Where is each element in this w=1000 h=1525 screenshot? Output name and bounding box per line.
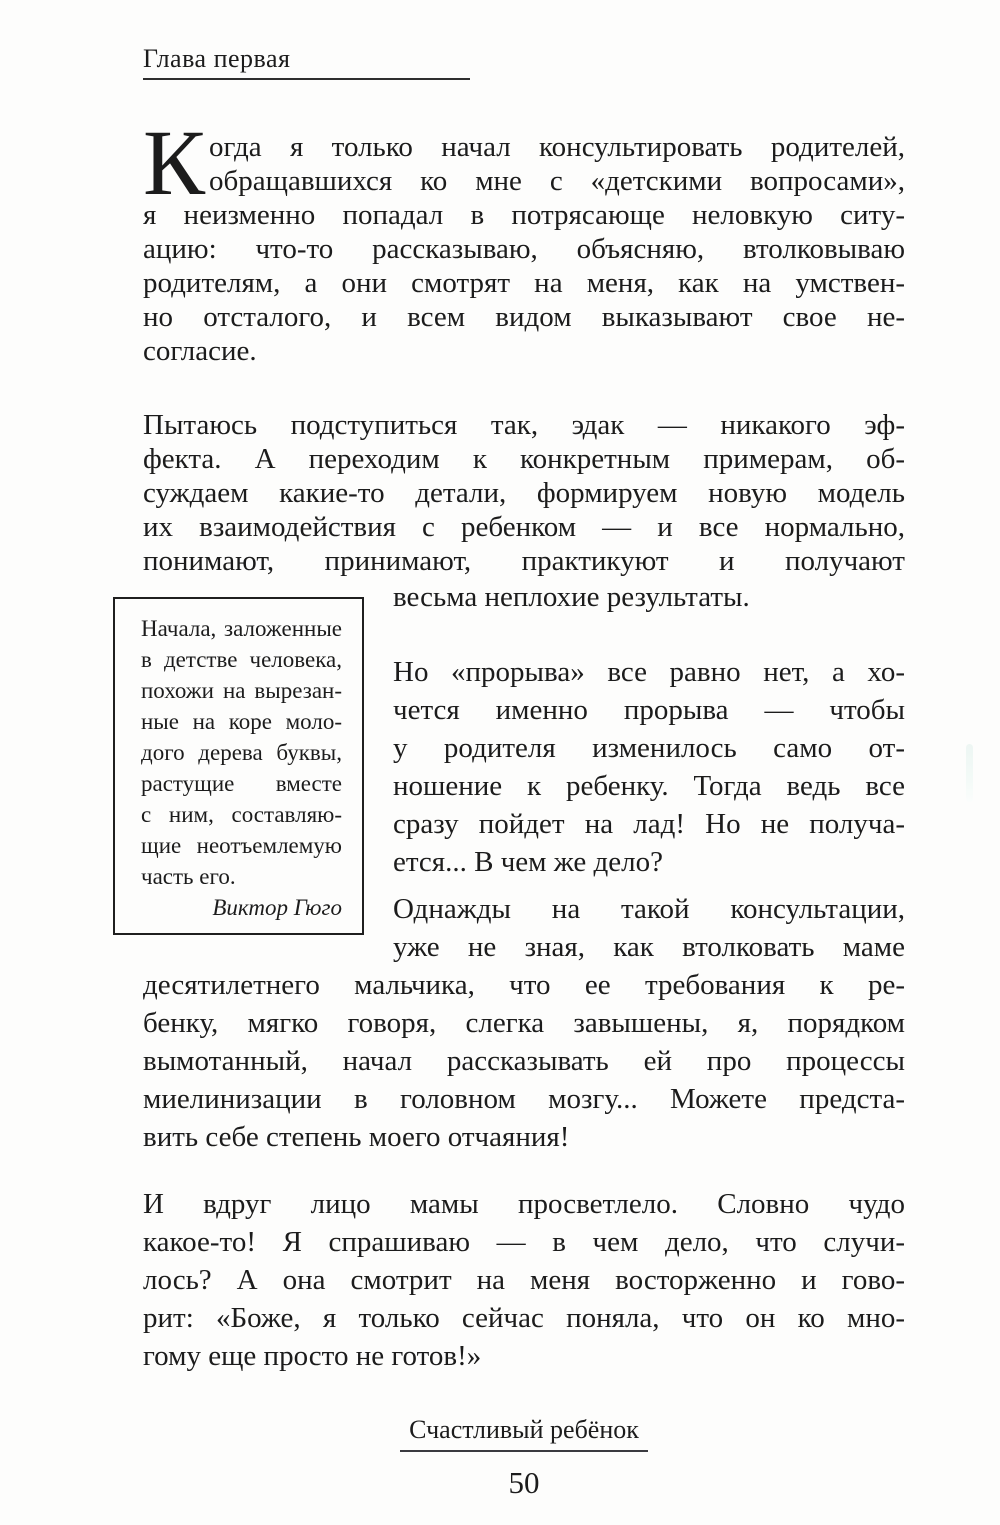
text-line: чется именно прорыва — чтобы	[393, 694, 905, 726]
text-line: гому еще просто не готов!»	[143, 1340, 482, 1372]
text-line: И вдруг лицо мамы просветлело. Словно чудо	[143, 1188, 905, 1220]
text-block	[143, 0, 905, 1501]
text-line: обращавшихся ко мне с «детскими вопросами»,	[209, 165, 905, 197]
paragraph-3	[393, 653, 905, 881]
text-line: но отсталого, и всем видом выказывают свое не-	[143, 301, 905, 333]
quote-line: ные на коре моло-	[141, 709, 342, 734]
text-line: родителям, а они смотрят на меня, как на умствен-	[143, 267, 905, 299]
quote-line: похожи на вырезан-	[141, 678, 342, 703]
chapter-header	[143, 44, 470, 80]
paragraph-4-start	[393, 890, 905, 966]
epigraph-quote-box	[113, 597, 364, 935]
text-line: я неизменно попадал в потрясающе неловкую ситу-	[143, 199, 905, 231]
text-line: миелинизации в головном мозгу... Можете предста-	[143, 1083, 905, 1115]
paragraph-5	[143, 1185, 905, 1375]
text-line: ется... В чем же дело?	[393, 846, 664, 878]
text-line: сразу пойдет на лад! Но не получа-	[393, 808, 905, 840]
text-line: весьма неплохие результаты.	[393, 581, 750, 613]
narrow-text-column	[393, 578, 905, 966]
text-line: вымотанный, начал рассказывать ей про процессы	[143, 1045, 905, 1077]
text-line: суждаем какие-то детали, формируем новую модель	[143, 477, 905, 509]
chapter-title: Глава первая	[143, 44, 291, 73]
text-line: десятилетнего мальчика, что ее требования к ре-	[143, 969, 905, 1001]
text-line: понимают, принимают, практикуют и получают	[143, 545, 905, 577]
text-line: Но «прорыва» все равно нет, а хо-	[393, 656, 905, 688]
drop-cap: К	[143, 112, 206, 215]
paragraph-4-continued	[143, 966, 905, 1156]
text-line: фекта. А переходим к конкретным примерам, об-	[143, 443, 905, 475]
quote-line: дого дерева буквы,	[141, 740, 342, 765]
quote-line: щие неотъемлемую	[141, 833, 342, 858]
quote-line: растущие вместе	[141, 771, 342, 796]
paragraph-2	[143, 408, 905, 578]
text-line: их взаимодействия с ребенком — и все нормально,	[143, 511, 905, 543]
page-number: 50	[508, 1465, 540, 1500]
quote-and-column-row	[113, 578, 905, 966]
text-line: вить себе степень моего отчаяния!	[143, 1121, 570, 1153]
text-line: у родителя изменилось само от-	[393, 732, 905, 764]
text-line: ацию: что-то рассказываю, объясняю, втолковываю	[143, 233, 905, 265]
running-title: Счастливый ребёнок	[400, 1415, 648, 1452]
quote-line: Начала, заложенные	[141, 616, 342, 641]
page-footer	[143, 1415, 905, 1501]
text-line: огда я только начал консультировать родителей,	[209, 131, 905, 163]
text-line: согласие.	[143, 335, 257, 367]
text-line: бенку, мягко говоря, слегка завышены, я, порядком	[143, 1007, 905, 1039]
quote-attribution: Виктор Гюго	[212, 895, 342, 920]
text-line: лось? А она смотрит на меня восторженно и гово-	[143, 1264, 905, 1296]
text-line: Однажды на такой консультации,	[393, 893, 905, 925]
paragraph-1	[143, 112, 905, 368]
text-line: уже не зная, как втолковать маме	[393, 931, 905, 963]
text-line: какое-то! Я спрашиваю — в чем дело, что случи-	[143, 1226, 905, 1258]
quote-line: в детстве человека,	[141, 647, 342, 672]
text-line: Пытаюсь подступиться так, эдак — никакого эф-	[143, 409, 905, 441]
text-line: ношение к ребенку. Тогда ведь все	[393, 770, 905, 802]
quote-line: с ним, составляю-	[141, 802, 342, 827]
text-line: рит: «Боже, я только сейчас поняла, что он ко мно-	[143, 1302, 905, 1334]
scan-artifact-mark	[966, 744, 973, 802]
quote-line: часть его.	[141, 864, 236, 889]
